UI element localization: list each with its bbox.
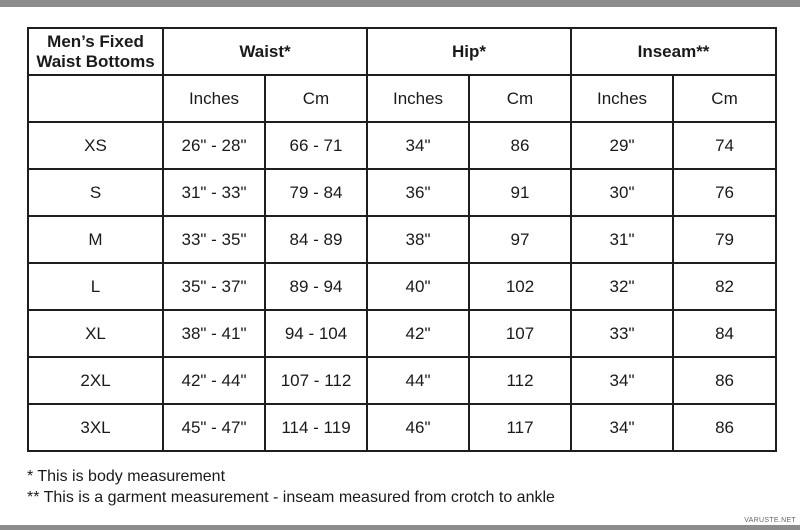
top-border-bar xyxy=(0,0,800,7)
unit-header: Cm xyxy=(469,75,571,122)
measurement-cell: 34" xyxy=(571,404,673,451)
measurement-cell: 84 xyxy=(673,310,776,357)
size-label-cell: XS xyxy=(28,122,163,169)
table-title-line2: Waist Bottoms xyxy=(36,51,155,71)
table-row xyxy=(28,263,776,310)
size-label-cell: M xyxy=(28,216,163,263)
measurement-cell: 31" - 33" xyxy=(163,169,265,216)
table-row xyxy=(28,404,776,451)
unit-header: Inches xyxy=(163,75,265,122)
bottom-border-bar xyxy=(0,525,800,530)
measurement-cell: 94 - 104 xyxy=(265,310,367,357)
table-row xyxy=(28,216,776,263)
watermark: VARUSTE.NET xyxy=(744,517,796,524)
footnote-body-measurement: * This is body measurement xyxy=(27,468,226,485)
measurement-cell: 79 - 84 xyxy=(265,169,367,216)
measurement-cell: 102 xyxy=(469,263,571,310)
unit-header: Cm xyxy=(265,75,367,122)
table-body xyxy=(28,122,776,451)
measurement-cell: 33" - 35" xyxy=(163,216,265,263)
measurement-cell: 112 xyxy=(469,357,571,404)
measurement-cell: 86 xyxy=(673,357,776,404)
table-title-line1: Men’s Fixed xyxy=(47,31,144,51)
measurement-cell: 42" xyxy=(367,310,469,357)
measurement-cell: 40" xyxy=(367,263,469,310)
measurement-cell: 79 xyxy=(673,216,776,263)
header-row xyxy=(28,28,776,75)
table-title-cell xyxy=(28,28,163,75)
unit-header: Cm xyxy=(673,75,776,122)
table-row xyxy=(28,357,776,404)
measurement-cell: 107 - 112 xyxy=(265,357,367,404)
measurement-cell: 82 xyxy=(673,263,776,310)
measurement-cell: 38" xyxy=(367,216,469,263)
measurement-cell: 42" - 44" xyxy=(163,357,265,404)
footnotes xyxy=(27,466,555,508)
measurement-cell: 45" - 47" xyxy=(163,404,265,451)
table-row xyxy=(28,310,776,357)
hip-header: Hip* xyxy=(367,28,571,75)
measurement-cell: 86 xyxy=(469,122,571,169)
measurement-cell: 34" xyxy=(367,122,469,169)
size-label-cell: XL xyxy=(28,310,163,357)
measurement-cell: 86 xyxy=(673,404,776,451)
inseam-header: Inseam** xyxy=(571,28,776,75)
measurement-cell: 32" xyxy=(571,263,673,310)
measurement-cell: 97 xyxy=(469,216,571,263)
size-label-cell: 2XL xyxy=(28,357,163,404)
measurement-cell: 76 xyxy=(673,169,776,216)
size-label-cell: S xyxy=(28,169,163,216)
unit-header: Inches xyxy=(571,75,673,122)
empty-corner-cell xyxy=(28,75,163,122)
table-row xyxy=(28,122,776,169)
measurement-cell: 26" - 28" xyxy=(163,122,265,169)
size-label-cell: 3XL xyxy=(28,404,163,451)
size-chart-table xyxy=(27,27,777,452)
measurement-cell: 91 xyxy=(469,169,571,216)
unit-header: Inches xyxy=(367,75,469,122)
measurement-cell: 34" xyxy=(571,357,673,404)
measurement-cell: 66 - 71 xyxy=(265,122,367,169)
measurement-cell: 38" - 41" xyxy=(163,310,265,357)
measurement-cell: 89 - 94 xyxy=(265,263,367,310)
measurement-cell: 84 - 89 xyxy=(265,216,367,263)
measurement-cell: 35" - 37" xyxy=(163,263,265,310)
measurement-cell: 107 xyxy=(469,310,571,357)
measurement-cell: 74 xyxy=(673,122,776,169)
measurement-cell: 117 xyxy=(469,404,571,451)
table-row xyxy=(28,169,776,216)
measurement-cell: 46" xyxy=(367,404,469,451)
unit-row xyxy=(28,75,776,122)
measurement-cell: 30" xyxy=(571,169,673,216)
size-label-cell: L xyxy=(28,263,163,310)
measurement-cell: 31" xyxy=(571,216,673,263)
measurement-cell: 36" xyxy=(367,169,469,216)
measurement-cell: 44" xyxy=(367,357,469,404)
measurement-cell: 114 - 119 xyxy=(265,404,367,451)
measurement-cell: 33" xyxy=(571,310,673,357)
measurement-cell: 29" xyxy=(571,122,673,169)
waist-header: Waist* xyxy=(163,28,367,75)
footnote-garment-measurement: ** This is a garment measurement - inseam measured from crotch to ankle xyxy=(27,489,555,506)
